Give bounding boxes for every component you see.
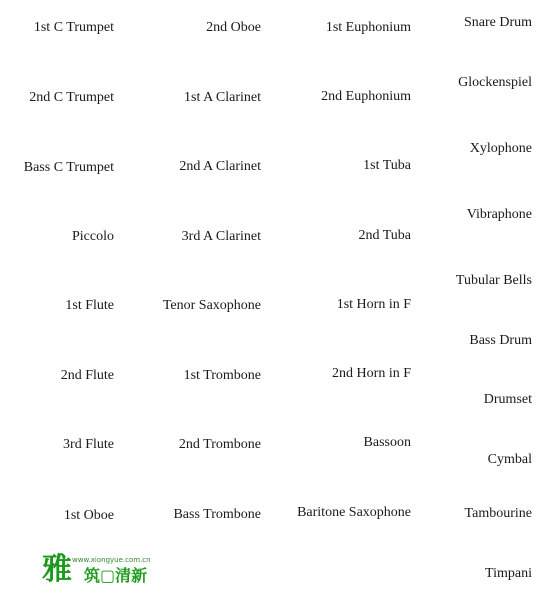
watermark-url: www.xiongyue.com.cn xyxy=(72,556,151,564)
instrument-label: Tubular Bells xyxy=(455,273,532,288)
watermark-glyph: 雅 xyxy=(42,552,72,587)
watermark-text: 筑▢清新 xyxy=(84,566,148,585)
instrument-label: 1st A Clarinet xyxy=(184,90,261,105)
instrument-label: Xylophone xyxy=(469,141,532,156)
instrument-label: 1st Horn in F xyxy=(336,297,411,312)
instrument-label: Baritone Saxophone xyxy=(297,505,411,520)
instrument-label: 1st Euphonium xyxy=(325,20,411,35)
instrument-label: Tambourine xyxy=(464,506,532,521)
instrument-label: 2nd Oboe xyxy=(206,20,261,35)
instrument-label: 2nd Trombone xyxy=(178,437,261,452)
instrument-label: Bassoon xyxy=(363,435,411,450)
instrument-label: 2nd Tuba xyxy=(358,228,411,243)
instrument-label: 2nd Flute xyxy=(60,368,114,383)
instrument-label: 2nd Horn in F xyxy=(332,366,411,381)
instrument-label: 3rd A Clarinet xyxy=(181,229,261,244)
instrument-label: Piccolo xyxy=(72,229,114,244)
instrument-label: 1st Oboe xyxy=(63,508,114,523)
instrument-label: Timpani xyxy=(485,566,532,581)
instrument-label: 2nd Euphonium xyxy=(321,89,411,104)
instrument-label: 3rd Flute xyxy=(63,437,114,452)
instrument-label: 1st Tuba xyxy=(363,158,411,173)
instrument-label: 2nd A Clarinet xyxy=(179,159,261,174)
site-watermark-logo xyxy=(40,552,160,592)
instrument-label: Tenor Saxophone xyxy=(162,298,261,313)
instrument-label: 1st C Trumpet xyxy=(33,20,114,35)
instrument-label: Glockenspiel xyxy=(458,75,532,90)
instrument-label: Snare Drum xyxy=(463,15,532,30)
instrument-label: Bass C Trumpet xyxy=(23,160,114,175)
instrument-label: Drumset xyxy=(483,392,532,407)
instrument-label: 2nd C Trumpet xyxy=(29,90,114,105)
instrument-label: Bass Trombone xyxy=(173,507,261,522)
instrument-label: Bass Drum xyxy=(469,333,532,348)
instrument-label: Cymbal xyxy=(487,452,532,467)
instrument-label: 1st Flute xyxy=(65,298,114,313)
instrument-label: Vibraphone xyxy=(466,207,532,222)
instrument-label: 1st Trombone xyxy=(183,368,261,383)
